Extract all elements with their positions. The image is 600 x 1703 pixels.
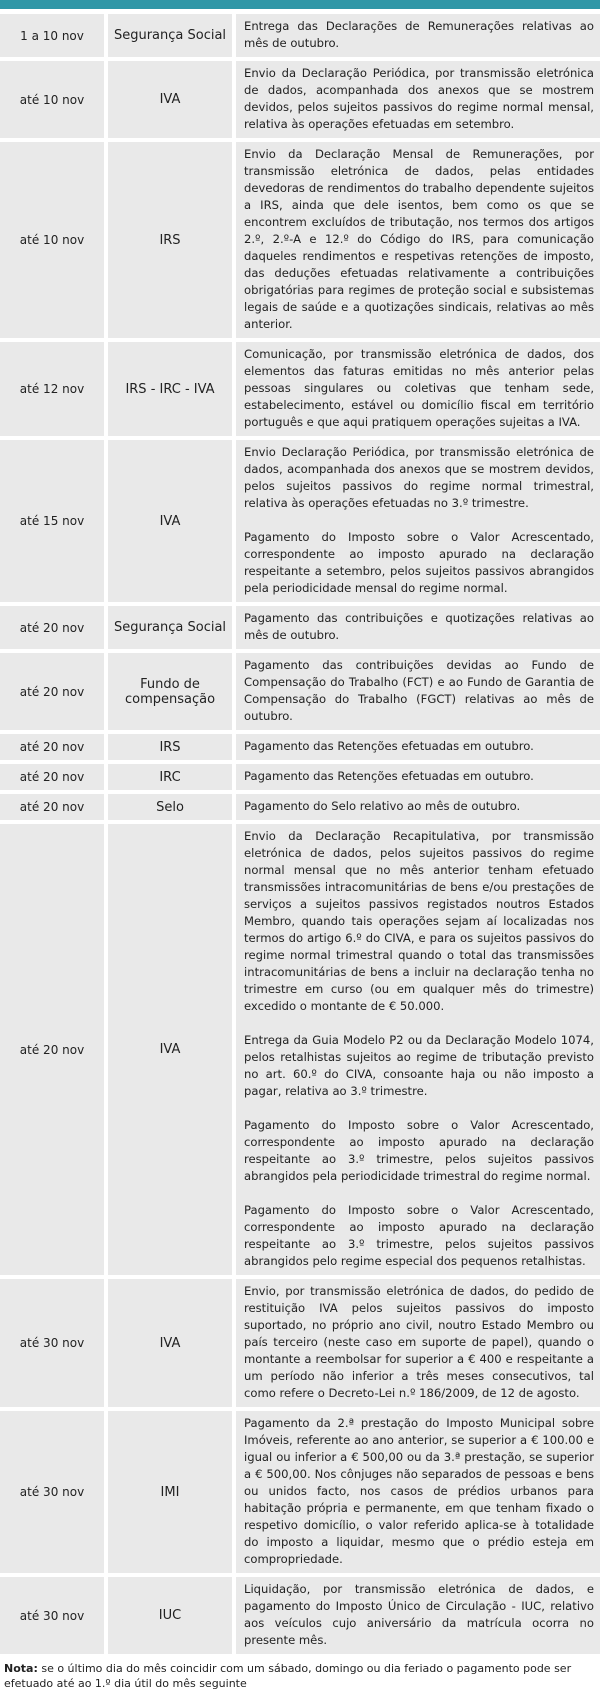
description-paragraph: Pagamento do Imposto sobre o Valor Acrescentado, correspondente ao imposto apurado na declaração respeitante ao 3.º trimestre, pelos sujeitos passivos abrangidos pela periodicidade trimestral do regime normal. — [244, 1118, 594, 1183]
tax-type: Segurança Social — [104, 606, 236, 649]
description-paragraph: Pagamento do Imposto sobre o Valor Acrescentado, correspondente ao imposto apurado na declaração respeitante a setembro, pelos sujeitos passivos abrangidos pela periodicidade mensal do regime normal. — [244, 530, 594, 595]
description-paragraph: Pagamento das contribuições e quotizações relativas ao mês de outubro. — [244, 611, 594, 642]
deadline-date: até 20 nov — [0, 794, 104, 820]
tax-type: IUC — [104, 1577, 236, 1654]
obligation-description — [236, 142, 600, 338]
obligation-description — [236, 14, 600, 57]
tax-type: IRC — [104, 764, 236, 790]
calendar-row — [0, 734, 600, 760]
obligation-description — [236, 1577, 600, 1654]
footnote-label: Nota: — [4, 1662, 38, 1675]
description-paragraph: Envio da Declaração Recapitulativa, por transmissão eletrónica de dados, pelos sujeitos passivos do regime normal mensal que no mês anterior tenham efetuado transmissões intracomunitárias de bens e/ou prestações de serviços a sujeitos passivos registados noutros Estados Membro, quando tais operações sejam aí localizadas nos termos do artigo 6.º do CIVA, e para os sujeitos passivos do regime normal trimestral quando o total das transmissões intracomunitárias de bens a incluir na declaração tenha no trimestre em curso (ou em qualquer mês do trimestre) excedido o montante de € 50.000. — [244, 829, 594, 1013]
obligation-description — [236, 764, 600, 790]
obligation-description — [236, 1411, 600, 1573]
calendar-row — [0, 1577, 600, 1654]
deadline-date: até 20 nov — [0, 764, 104, 790]
tax-type: Fundo de compensação — [104, 653, 236, 730]
tax-type: IVA — [104, 440, 236, 602]
description-paragraph: Entrega das Declarações de Remunerações relativas ao mês de outubro. — [244, 19, 594, 50]
deadline-date: até 20 nov — [0, 824, 104, 1275]
deadline-date: até 30 nov — [0, 1279, 104, 1407]
calendar-row — [0, 794, 600, 820]
obligation-description — [236, 61, 600, 138]
description-paragraph: Envio Declaração Periódica, por transmissão eletrónica de dados, acompanhada dos anexos que se mostrem devidos, pelos sujeitos passivos do regime normal trimestral, relativa às operações efetuadas no 3.º trimestre. — [244, 445, 594, 510]
deadline-date: até 30 nov — [0, 1411, 104, 1573]
deadline-date: até 12 nov — [0, 342, 104, 436]
description-paragraph: Envio da Declaração Mensal de Remunerações, por transmissão eletrónica de dados, pelas entidades devedoras de rendimentos do trabalho dependente sujeitos a IRS, ainda que dele isentos, bem como os que se encontrem excluídos de tributação, nos termos dos artigos 2.º, 2.º-A e 12.º do Código do IRS, para comunicação daqueles rendimentos e respetivas retenções de imposto, das deduções efetuadas relativamente a contribuições obrigatórias para regimes de proteção social e subsistemas legais de saúde e a quotizações sindicais, relativas ao mês anterior. — [244, 147, 594, 331]
deadline-date: até 30 nov — [0, 1577, 104, 1654]
description-paragraph: Entrega da Guia Modelo P2 ou da Declaração Modelo 1074, pelos retalhistas sujeitos ao regime de tributação previsto no art. 60.º do CIVA, consoante haja ou não imposto a pagar, relativa ao 3.º trimestre. — [244, 1033, 594, 1098]
obligation-description — [236, 606, 600, 649]
deadline-date: até 20 nov — [0, 606, 104, 649]
tax-type: IMI — [104, 1411, 236, 1573]
description-paragraph: Pagamento das Retenções efetuadas em outubro. — [244, 769, 534, 783]
description-paragraph: Envio da Declaração Periódica, por transmissão eletrónica de dados, acompanhada dos anexos que se mostrem devidos, pelos sujeitos passivos do regime normal mensal, relativa às operações efetuadas em setembro. — [244, 66, 594, 131]
calendar-row — [0, 824, 600, 1275]
calendar-row — [0, 440, 600, 602]
header-bar — [0, 0, 600, 9]
tax-type: IRS - IRC - IVA — [104, 342, 236, 436]
footnote-text: se o último dia do mês coincidir com um sábado, domingo ou dia feriado o pagamento pode ser efetuado até ao 1.º dia útil do mês seguinte — [4, 1662, 572, 1690]
deadline-date: até 20 nov — [0, 734, 104, 760]
footnote — [0, 1658, 600, 1691]
description-paragraph: Pagamento da 2.ª prestação do Imposto Municipal sobre Imóveis, referente ao ano anterior, se superior a € 100.00 e igual ou inferior a € 500,00 ou da 3.ª prestação, se superior a € 500,00. Nos cônjuges não separados de pessoas e bens ou unidos facto, nos casos de prédios urbanos para habitação própria e permanente, em que tenham fixado o respetivo domicílio, o valor referido aplica-se à totalidade do imposto a liquidar, mesmo que o prédio esteja em compropriedade. — [244, 1416, 594, 1566]
description-paragraph: Comunicação, por transmissão eletrónica de dados, dos elementos das faturas emitidas no mês anterior pelas pessoas singulares ou coletivas que tenham sede, estabelecimento, estável ou domicílio fiscal em território português e que aqui pratiquem operações sujeitas a IVA. — [244, 347, 594, 429]
tax-type: Segurança Social — [104, 14, 236, 57]
calendar-row — [0, 142, 600, 338]
description-paragraph: Pagamento das Retenções efetuadas em outubro. — [244, 739, 534, 753]
calendar-row — [0, 61, 600, 138]
description-paragraph: Pagamento do Imposto sobre o Valor Acrescentado, correspondente ao imposto apurado na declaração respeitante ao 3.º trimestre, pelos sujeitos passivos abrangidos pelo regime especial dos pequenos retalhistas. — [244, 1203, 594, 1268]
calendar-row — [0, 653, 600, 730]
tax-type: IVA — [104, 824, 236, 1275]
deadline-date: até 10 nov — [0, 142, 104, 338]
deadline-date: até 20 nov — [0, 653, 104, 730]
obligation-description — [236, 440, 600, 602]
obligation-description — [236, 794, 600, 820]
obligation-description — [236, 1279, 600, 1407]
tax-type: IVA — [104, 1279, 236, 1407]
tax-type: IRS — [104, 142, 236, 338]
calendar-body — [0, 14, 600, 1654]
tax-type: Selo — [104, 794, 236, 820]
calendar-row — [0, 606, 600, 649]
calendar-row — [0, 1411, 600, 1573]
description-paragraph: Envio, por transmissão eletrónica de dados, do pedido de restituição IVA pelos sujeitos passivos do imposto suportado, no próprio ano civil, noutro Estado Membro ou país terceiro (neste caso em suporte de papel), quando o montante a reembolsar for superior a € 400 e respeitante a um período não inferior a três meses consecutivos, tal como refere o Decreto-Lei n.º 186/2009, de 12 de agosto. — [244, 1284, 594, 1400]
deadline-date: até 15 nov — [0, 440, 104, 602]
calendar-row — [0, 1279, 600, 1407]
calendar-row — [0, 764, 600, 790]
tax-type: IVA — [104, 61, 236, 138]
description-paragraph: Liquidação, por transmissão eletrónica de dados, e pagamento do Imposto Único de Circulação - IUC, relativo aos veículos cujo aniversário da matrícula ocorra no presente mês. — [244, 1582, 594, 1647]
tax-type: IRS — [104, 734, 236, 760]
obligation-description — [236, 734, 600, 760]
calendar-row — [0, 342, 600, 436]
obligation-description — [236, 653, 600, 730]
calendar-row — [0, 14, 600, 57]
description-paragraph: Pagamento das contribuições devidas ao Fundo de Compensação do Trabalho (FCT) e ao Fundo de Garantia de Compensação do Trabalho (FGCT) relativas ao mês de outubro. — [244, 658, 594, 723]
tax-calendar-table — [0, 10, 600, 1658]
description-paragraph: Pagamento do Selo relativo ao mês de outubro. — [244, 799, 521, 813]
deadline-date: 1 a 10 nov — [0, 14, 104, 57]
obligation-description — [236, 342, 600, 436]
deadline-date: até 10 nov — [0, 61, 104, 138]
obligation-description — [236, 824, 600, 1275]
